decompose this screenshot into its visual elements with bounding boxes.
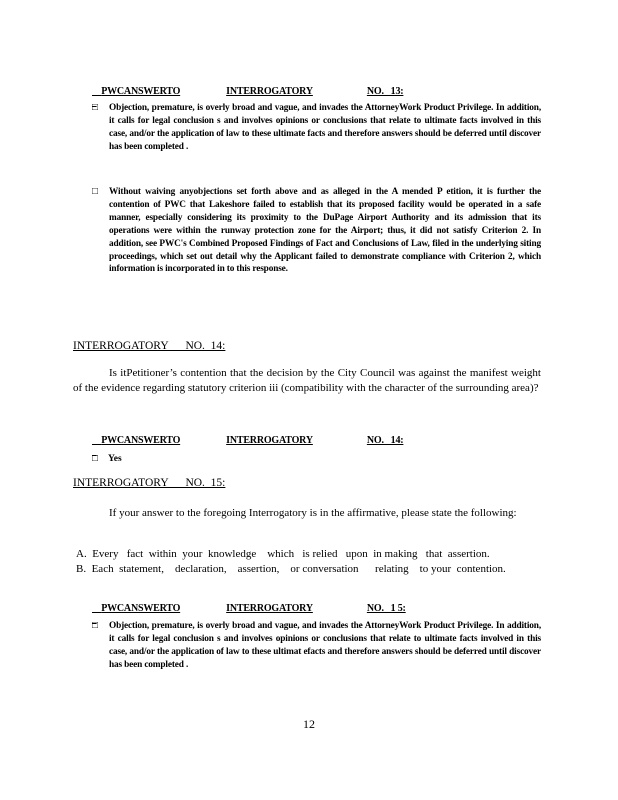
page-number: 12 [303, 717, 315, 731]
bullet-marker-icon: □ [92, 453, 99, 464]
interrogatory-14-heading: INTERROGATORY NO. 14: [73, 340, 226, 352]
interrogatory-14-question: Is itPetitioner’s contention that the decision by the City Council was against the manifest weight of the evidence regarding statutory criterion iii (compatibility with the character of the surrounding area)? [73, 367, 541, 394]
bullet-marker-icon: □ [92, 102, 99, 113]
answer-15-header-prefix: PWCANSWERTO [101, 603, 181, 614]
answer-14-header-label: INTERROGATORY [226, 435, 313, 446]
interrogatory-15-item-b: B. Each statement, declaration, assertion, or conversation relating to your contention. [76, 563, 506, 575]
answer-14-header-number: NO. 14: [366, 435, 404, 446]
answer-13-header-prefix: PWCANSWERTO [101, 86, 181, 97]
answer-13-header-label: INTERROGATORY [226, 86, 313, 97]
answer-14-header [92, 424, 415, 457]
answer-13-header-number: NO. 13: [366, 86, 404, 97]
answer-14-header-prefix: PWCANSWERTO [101, 435, 181, 446]
answer-15-objection: Objection, premature, is overly broad and vague, and invades the AttorneyWork Product Privilege. In addition, it calls for legal conclusion s and involves opinions or conclusions that relate to ultimate facts involved in this case, and/or the application of law to these ultimat efacts and therefore answers should be deferred until discover has been completed . [109, 621, 541, 670]
interrogatory-15-heading: INTERROGATORY NO. 15: [73, 477, 226, 489]
bullet-marker-icon: □ [92, 186, 99, 197]
answer-14-response: Yes [108, 454, 122, 464]
answer-13-response: Without waiving anyobjections set forth above and as alleged in the A mended P etition, it is further the contention of PWC that Lakeshore failed to establish that its proposed facility would be operated in a safe manner, especially considering its proximity to the DuPage Airport Authority and its admission that its operations were within the runway protection zone for the Airport; thus, it did not satisfy Criterion 2. In addition, see PWC's Combined Proposed Findings of Fact and Conclusions of Law, filed in the underlying siting proceedings, which set out detail why the Applicant failed to demonstrate compliance with Criterion 2, which information is incorporated in to this response. [109, 187, 541, 275]
interrogatory-15-question: If your answer to the foregoing Interrogatory is in the affirmative, please state the following: [109, 507, 517, 519]
answer-15-header-label: INTERROGATORY [226, 603, 313, 614]
answer-13-objection: Objection, premature, is overly broad and vague, and invades the AttorneyWork Product Privilege. In addition, it calls for legal conclusion s and involves opinions or conclusions that relate to ultimate facts involved in this case, and/or the application of law to these ultimate facts and therefore answers should be deferred until discover has been completed . [109, 103, 541, 152]
interrogatory-15-item-a: A. Every fact within your knowledge which is relied upon in making that assertion. [76, 548, 490, 560]
answer-15-header-number: NO. 1 5: [366, 603, 406, 614]
bullet-marker-icon: □ [92, 620, 99, 631]
